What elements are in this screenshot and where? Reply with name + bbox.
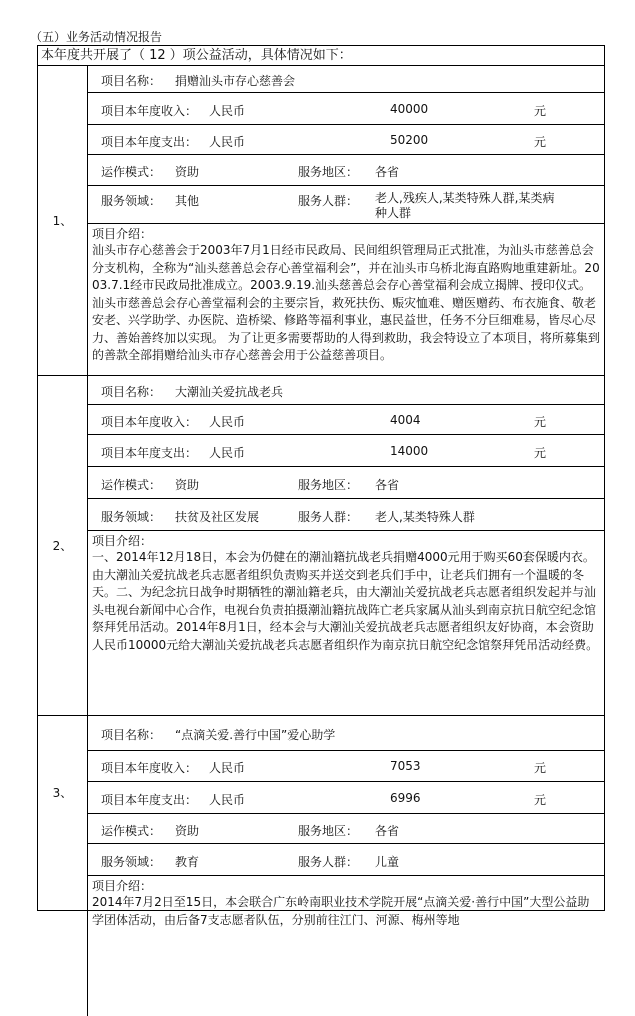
intro-label: 项目介绍： (92, 534, 153, 548)
expense-label: 项目本年度支出： (101, 135, 198, 149)
currency-label: 人民币 (209, 793, 246, 807)
expense-row (88, 125, 604, 155)
mode-label: 运作模式： (101, 478, 162, 492)
mode-label: 运作模式： (101, 165, 162, 179)
field-value: 教育 (175, 855, 200, 869)
income-value: 4004 (390, 413, 421, 427)
name-label: 项目名称： (101, 728, 162, 742)
project-block-2 (38, 376, 604, 716)
name-label: 项目名称： (101, 74, 162, 88)
project-name: 大潮汕关爱抗战老兵 (175, 385, 284, 399)
project-number (38, 716, 88, 1016)
intro-text: 2014年7月2日至15日，本会联合广东岭南职业技术学院开展“点滴关爱·善行中国”大型公益助学团体活动，由后备7支志愿者队伍，分别前往江门、河源、梅州等地 (92, 895, 590, 927)
summary-row: 本年度共开展了（ 12 ）项公益活动，具体情况如下： (38, 46, 604, 66)
income-row (88, 405, 604, 435)
income-value: 40000 (390, 102, 429, 116)
field-label: 服务领域： (101, 855, 162, 869)
expense-label: 项目本年度支出： (101, 446, 198, 460)
unit-label: 元 (534, 793, 547, 807)
project-block-1 (38, 66, 604, 376)
field-label: 服务领域： (101, 510, 162, 524)
income-label: 项目本年度收入： (101, 415, 198, 429)
income-label: 项目本年度收入： (101, 761, 198, 775)
income-row (88, 93, 604, 125)
intro-row (88, 876, 604, 1016)
income-row (88, 751, 604, 782)
people-label: 服务人群： (298, 194, 359, 208)
unit-label: 元 (534, 761, 547, 775)
expense-label: 项目本年度支出： (101, 793, 198, 807)
expense-value: 50200 (390, 133, 429, 147)
name-label: 项目名称： (101, 385, 162, 399)
section-title: （五）业务活动情况报告 (30, 30, 163, 44)
area-label: 服务地区： (298, 165, 359, 179)
income-value: 7053 (390, 759, 421, 773)
currency-label: 人民币 (209, 104, 246, 118)
field-label: 服务领域： (101, 194, 162, 208)
intro-label: 项目介绍： (92, 227, 153, 241)
unit-label: 元 (534, 446, 547, 460)
intro-text: 汕头市存心慈善会于2003年7月1日经市民政局、民间组织管理局正式批准，为汕头市慈善总会分支机构，全称为“汕头慈善总会存心善堂福利会”，并在汕头市乌桥北海直路购地重建新址。2003.7.1经市民政局批准成立。2003.9.19.汕头慈善总会存心善堂福利会成立揭牌、授印仪式。 汕头市慈善总会存心善堂福利会的主要宗旨，救死扶伤、赈灾恤难、赠医赠药、布衣施食、敬老安老、兴学助学、办医院、造桥梁、修路等福利事业，惠民益世，任务不分巨细难易，皆尽心尽力、善始善终加以实现。 为了让更多需要帮助的人得到救助，我会特设立了本项目，将所募集到的善款全部捐赠给汕头市存心慈善会用于公益慈善项目。 (92, 243, 600, 362)
project-number-text: 3、 (52, 786, 73, 800)
area-value: 各省 (375, 824, 400, 838)
field-value: 扶贫及社区发展 (175, 510, 260, 524)
expense-row (88, 435, 604, 467)
project-number: 2、 (38, 376, 88, 715)
project-block-3 (38, 716, 604, 1016)
expense-value: 14000 (390, 444, 429, 458)
mode-area-row (88, 814, 604, 844)
currency-label: 人民币 (209, 415, 246, 429)
unit-label: 元 (534, 415, 547, 429)
project-name-row (88, 376, 604, 405)
intro-text: 一、2014年12月18日，本会为仍健在的潮汕籍抗战老兵捐赠4000元用于购买60套保暖内衣。由大潮汕关爱抗战老兵志愿者组织负责购买并送交到老兵们手中，让老兵们拥有一个温暖的冬天。二、为纪念抗日战争时期牺牲的潮汕籍老兵，由大潮汕关爱抗战老兵志愿者组织发起并与汕头电视台新闻中心合作，电视台负责拍摄潮汕籍抗战阵亡老兵家属从汕头到南京抗日航空纪念馆祭拜凭吊活动。2014年8月1日，经本会与大潮汕关爱抗战老兵志愿者组织友好协商，本会资助人民币10000元给大潮汕关爱抗战老兵志愿者组织作为南京抗日航空纪念馆祭拜凭吊活动经费。 (92, 550, 599, 652)
field-people-row (88, 844, 604, 876)
currency-label: 人民币 (209, 446, 246, 460)
area-value: 各省 (375, 165, 400, 179)
area-value: 各省 (375, 478, 400, 492)
project-name: 捐赠汕头市存心慈善会 (175, 74, 296, 88)
people-label: 服务人群： (298, 855, 359, 869)
intro-label: 项目介绍： (92, 879, 153, 893)
mode-value: 资助 (175, 478, 200, 492)
mode-area-row (88, 467, 604, 499)
unit-label: 元 (534, 135, 547, 149)
people-value: 老人,残疾人,某类特殊人群,某类病种人群 (375, 191, 555, 220)
project-number: 1、 (38, 66, 88, 375)
mode-label: 运作模式： (101, 824, 162, 838)
unit-label: 元 (534, 104, 547, 118)
expense-value: 6996 (390, 791, 421, 805)
currency-label: 人民币 (209, 761, 246, 775)
people-value: 儿童 (375, 855, 400, 869)
activity-report-table (37, 45, 605, 927)
people-label: 服务人群： (298, 510, 359, 524)
intro-row (88, 224, 604, 374)
mode-area-row (88, 155, 604, 186)
field-people-row (88, 186, 604, 224)
field-value: 其他 (175, 194, 200, 208)
area-label: 服务地区： (298, 478, 359, 492)
expense-row (88, 782, 604, 814)
intro-row (88, 531, 604, 716)
area-label: 服务地区： (298, 824, 359, 838)
mode-value: 资助 (175, 165, 200, 179)
mode-value: 资助 (175, 824, 200, 838)
currency-label: 人民币 (209, 135, 246, 149)
field-people-row (88, 499, 604, 531)
project-name-row (88, 716, 604, 751)
people-value: 老人,某类特殊人群 (375, 510, 475, 524)
income-label: 项目本年度收入： (101, 104, 198, 118)
project-name: “点滴关爱.善行中国”爱心助学 (175, 728, 336, 742)
project-name-row (88, 66, 604, 93)
